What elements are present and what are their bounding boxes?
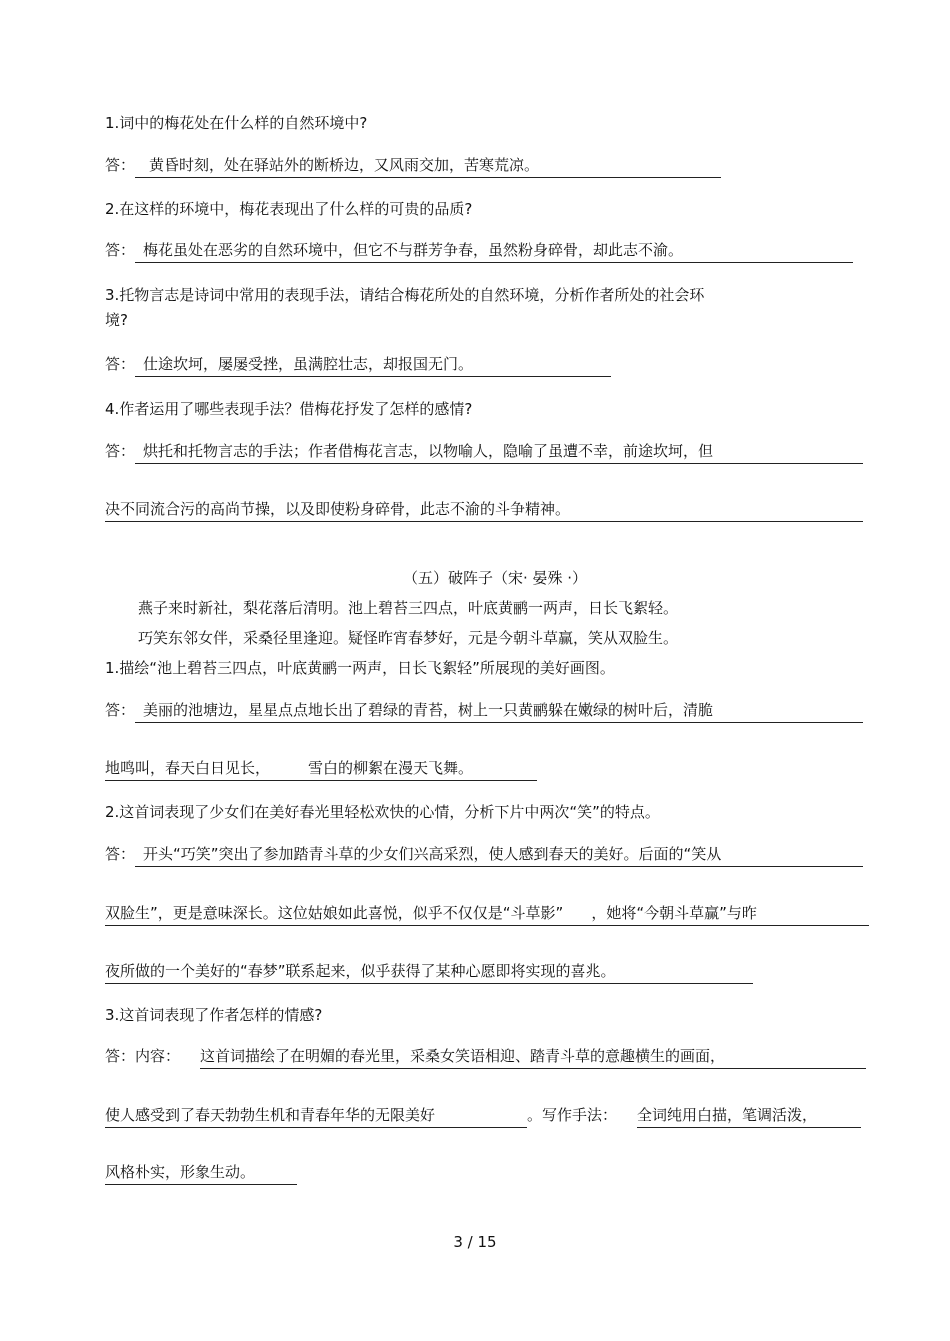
poem-answer-2-text-3: 夜所做的一个美好的“春梦”联系起来，似乎获得了某种心愿即将实现的喜兆。: [105, 961, 753, 984]
poem-title: （五）破阵子（宋· 晏殊 ·）: [402, 569, 588, 587]
answer-3-text: 仕途坎坷，屡屡受挫，虽满腔壮志，却报国无门。: [135, 354, 611, 377]
question-3-line-1: 3.托物言志是诗词中常用的表现手法，请结合梅花所处的自然环境，分析作者所处的社会环: [105, 286, 705, 304]
answer-2-text: 梅花虽处在恶劣的自然环境中，但它不与群芳争春，虽然粉身碎骨，却此志不渝。: [135, 240, 853, 263]
poem-answer-3-line-3: [105, 1162, 297, 1185]
poem-line-1: 燕子来时新社，梨花落后清明。池上碧苔三四点，叶底黄鹂一两声，日长飞絮轻。: [138, 599, 679, 617]
poem-answer-2-underlined: [105, 903, 869, 926]
answer-4-text-2: 决不同流合污的高尚节操，以及即使粉身碎骨，此志不渝的斗争精神。: [105, 499, 863, 522]
poem-answer-2-line-1: [105, 844, 863, 867]
poem-answer-3-line-2: [105, 1105, 861, 1128]
answer-2: [105, 240, 853, 263]
answer-prefix: 答：: [105, 156, 136, 174]
poem-answer-1-text-b: 雪白的柳絮在漫天飞舞。: [308, 759, 474, 777]
poem-answer-3-text-b: 全词纯用白描，笔调活泼，: [637, 1105, 861, 1128]
poem-answer-3-text-3: 风格朴实，形象生动。: [105, 1162, 297, 1185]
answer-4-text: 烘托和托物言志的手法；作者借梅花言志，以物喻人，隐喻了虽遭不幸，前途坎坷，但: [135, 441, 863, 464]
answer-4-line-1: [105, 441, 863, 464]
answer-prefix: 答：: [105, 355, 136, 373]
answer-prefix: 答：: [105, 241, 136, 259]
poem-question-2: 2.这首词表现了少女们在美好春光里轻松欢快的心情，分析下片中两次“笑”的特点。: [105, 803, 660, 821]
poem-answer-3-line-1: [105, 1046, 866, 1069]
answer-prefix: 答：: [105, 442, 136, 460]
poem-answer-1-line-1: [105, 700, 863, 723]
answer-3: [105, 354, 611, 377]
poem-answer-3-text-a: 使人感受到了春天勃勃生机和青春年华的无限美好: [105, 1105, 527, 1128]
poem-answer-1-underlined: [105, 758, 537, 781]
poem-line-2: 巧笑东邻女伴，采桑径里逢迎。疑怪昨宵春梦好，元是今朝斗草赢，笑从双脸生。: [138, 629, 679, 647]
poem-answer-2-line-2: [105, 903, 869, 926]
poem-answer-3-text: 这首词描绘了在明媚的春光里，采桑女笑语相迎、踏青斗草的意趣横生的画面，: [200, 1046, 866, 1069]
poem-answer-2-text-a: 双脸生”，更是意味深长。这位姑娘如此喜悦，似乎不仅仅是“斗草影”: [105, 904, 564, 922]
poem-answer-2-line-3: [105, 961, 753, 984]
answer-4-line-2: [105, 499, 863, 522]
answer-prefix: 答：: [105, 845, 136, 863]
poem-answer-3-mid: 。写作手法：: [527, 1106, 618, 1124]
answer-1-text: 黄昏时刻，处在驿站外的断桥边，又风雨交加，苦寒荒凉。: [135, 155, 721, 178]
poem-answer-1-text: 美丽的池塘边，星星点点地长出了碧绿的青苔，树上一只黄鹂躲在嫩绿的树叶后，清脆: [135, 700, 863, 723]
question-2: 2.在这样的环境中，梅花表现出了什么样的可贵的品质?: [105, 200, 473, 218]
poem-answer-2-text-b: ，她将“今朝斗草赢”与昨: [591, 904, 757, 922]
poem-question-1: 1.描绘“池上碧苔三四点，叶底黄鹂一两声，日长飞絮轻”所展现的美好画图。: [105, 659, 615, 677]
poem-answer-1-line-2: [105, 758, 537, 781]
poem-answer-1-text-a: 地鸣叫，春天白日见长，: [105, 759, 271, 777]
answer-1: [105, 155, 721, 178]
question-1: 1.词中的梅花处在什么样的自然环境中?: [105, 114, 368, 132]
question-3-line-2: 境?: [105, 311, 128, 329]
answer-prefix: 答：内容：: [105, 1047, 181, 1065]
poem-answer-2-text: 开头“巧笑”突出了参加踏青斗草的少女们兴高采烈，使人感到春天的美好。后面的“笑从: [135, 844, 863, 867]
page-number: 3 / 15: [453, 1233, 497, 1251]
question-4: 4.作者运用了哪些表现手法？借梅花抒发了怎样的感情?: [105, 400, 473, 418]
answer-prefix: 答：: [105, 701, 136, 719]
poem-question-3: 3.这首词表现了作者怎样的情感?: [105, 1006, 323, 1024]
